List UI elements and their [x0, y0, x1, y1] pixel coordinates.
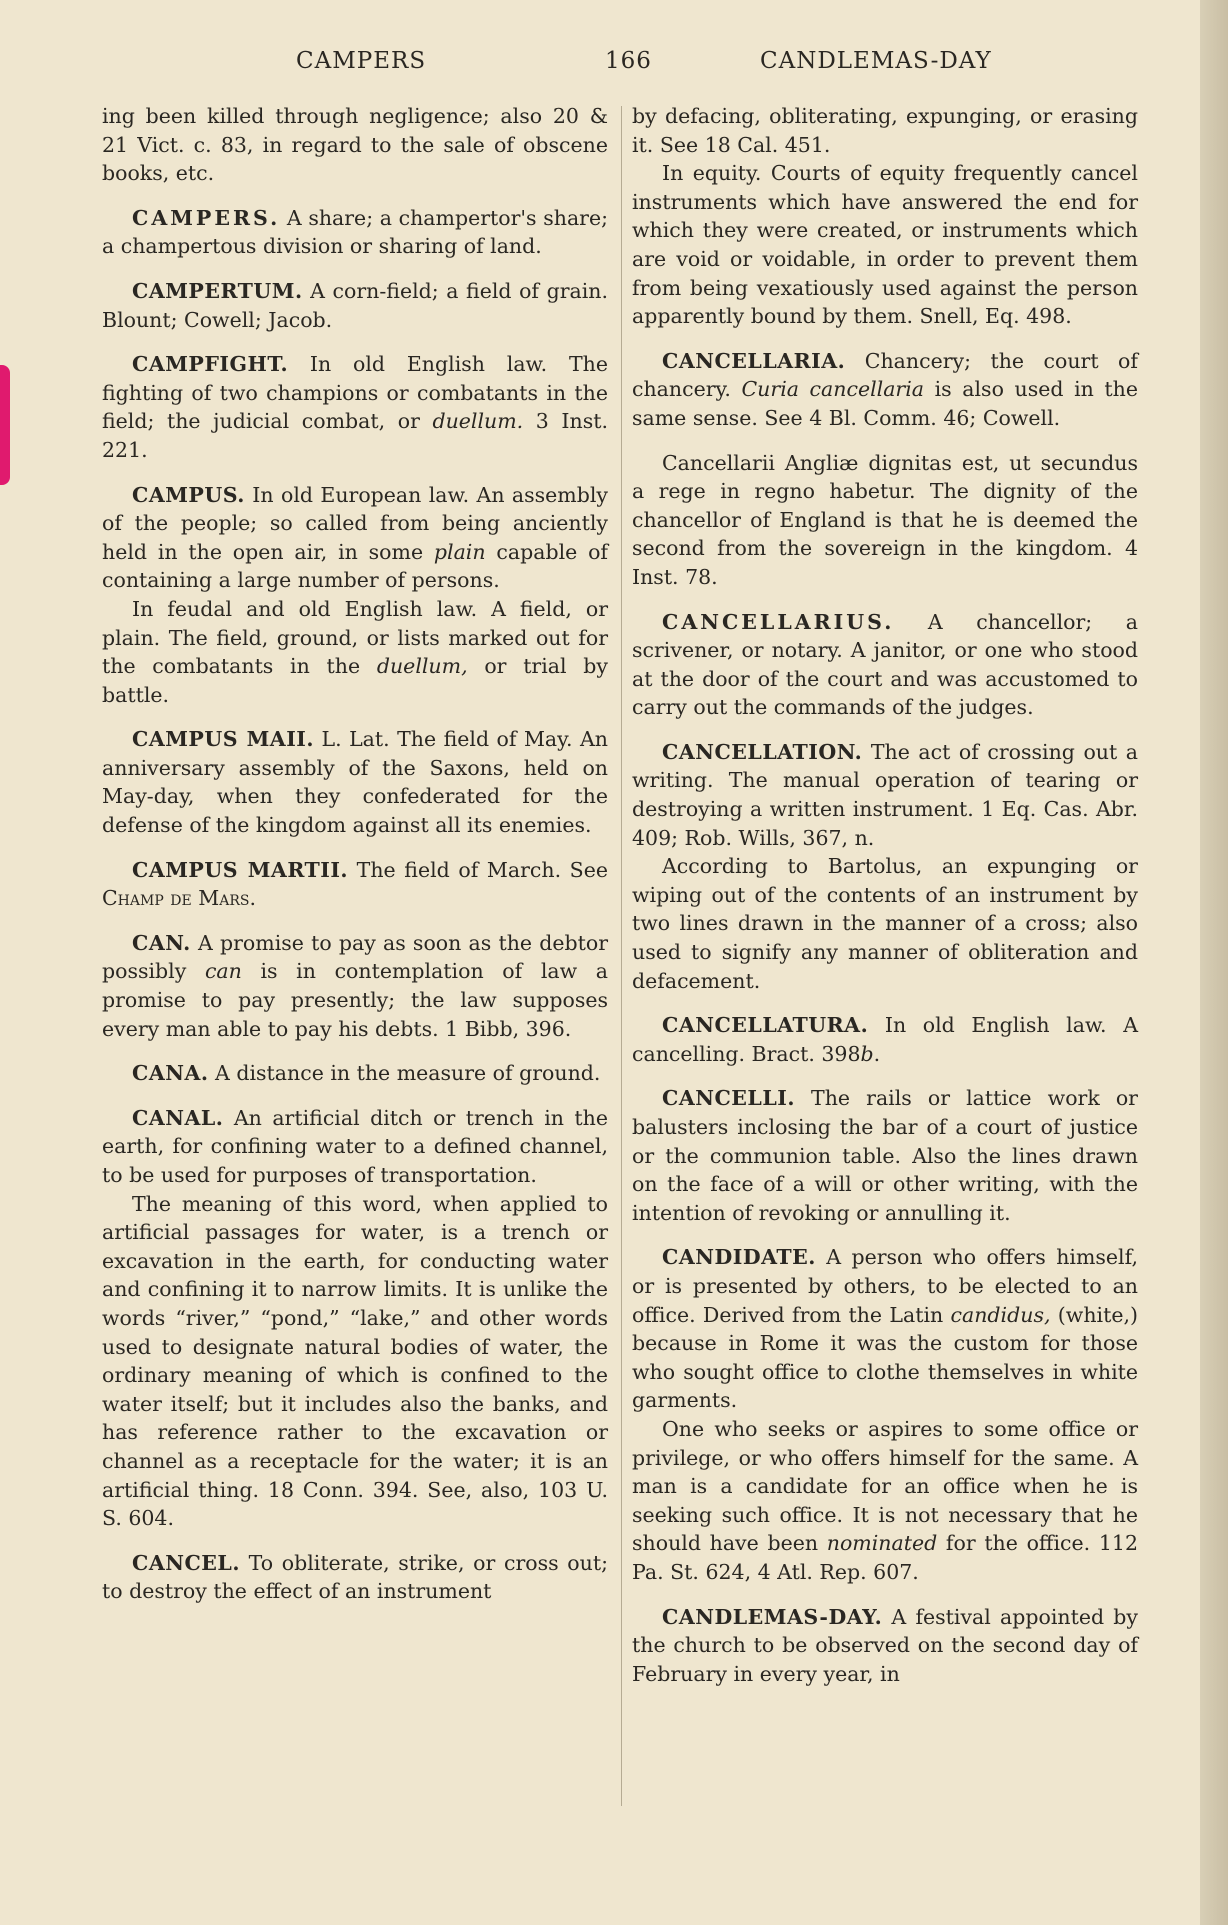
definition: A share; a champertor's share; a champertous division or sharing of land. [102, 205, 608, 259]
definition: A chancellor; a scrivener, or notary. A janitor, or one who stood at the door of the court and was accustomed to carry out the commands of the judges. [632, 609, 1138, 720]
headword: CAMPUS MAII. [132, 727, 315, 752]
right-column [632, 102, 1138, 1688]
entry-cancel [102, 1549, 608, 1606]
definition: A festival appointed by the church to be observed on the second day of February in every year, in [632, 1604, 1138, 1686]
entry-campus-para2: In feudal and old English law. A field, or plain. The field, ground, or lists marked out for the combatants in the duellum, or trial by battle. [102, 596, 608, 707]
headword: CANDLEMAS-DAY. [662, 1604, 883, 1629]
definition: In old English law. A cancelling. Bract. 398 [632, 1013, 1138, 1066]
headword: CANCELLARIA. [662, 348, 846, 373]
headword: CAMPUS. [132, 482, 245, 507]
definition: A corn-field; a field of grain. Blount; Cowell; Jacob. [102, 278, 608, 332]
continuation-text: ing been killed through negligence; also 20 & 21 Vict. c. 83, in regard to the sale of obscene books, etc. [102, 104, 608, 186]
definition: In old English law. The fighting of two champions or combatants in the field; the judicial combat, or [102, 352, 608, 434]
entry-cancellaria [632, 347, 1138, 433]
definition: In old European law. An assembly of the people; so called from being anciently held in the open air, in some [102, 482, 608, 564]
definition: A person who offers himself, or is presented by others, to be elected to an office. Derived from the Latin [632, 1245, 1138, 1327]
definition: The rails or lattice work or balusters inclosing the bar of a court of justice or the communion table. Also the lines drawn on the face of a will or other writing, with the intention of revoking or annulling it. [632, 1086, 1138, 1225]
definition: Chancery; the court of chancery. [632, 348, 1138, 402]
italic-term: duellum, [376, 654, 468, 679]
definition: is also used in the same sense. See 4 Bl. Comm. 46; Cowell. [632, 377, 1138, 430]
entry-campus-maii [102, 725, 608, 839]
entry-candlemas-day [632, 1603, 1138, 1689]
entry-cancelli [632, 1084, 1138, 1227]
entry-maxim: Cancellarii Angliæ dignitas est, ut secundus a rege in regno habetur. The dignity of the chancellor of England is that he is deemed the second from the sovereign in the kingdom. 4 Inst. 78. [632, 450, 1138, 589]
left-column [102, 102, 608, 1606]
running-header [100, 44, 1130, 84]
italic-term: duellum. [432, 409, 524, 434]
italic-term: plain [433, 539, 486, 564]
definition: A distance in the measure of ground. [208, 1061, 601, 1086]
entry-campers [102, 204, 608, 261]
entry-cancellatura: CANCELLATURA. In old English law. A cancelling. Bract. 398b. [632, 1013, 1138, 1066]
header-left-guideword: CAMPERS [296, 48, 427, 74]
citation: 3 Inst. 221. [102, 409, 608, 462]
page-number: 166 [605, 48, 652, 74]
headword: CANCEL. [132, 1550, 240, 1575]
entry-canal [102, 1104, 608, 1190]
entry-can [102, 929, 608, 1043]
column-divider [621, 106, 622, 1806]
headword: CAMPERTUM. [132, 278, 303, 303]
entry-cancellation [632, 738, 1138, 852]
entry-cancellarius [632, 608, 1138, 722]
headword: CAMPFIGHT. [132, 352, 289, 377]
entry-campus [102, 481, 608, 595]
italic-term: candidus, [950, 1302, 1051, 1327]
entry-campus-martii [102, 856, 608, 913]
headword: CANCELLI. [662, 1086, 795, 1111]
definition: A promise to pay as soon as the debtor possibly [102, 930, 608, 984]
italic-term: b [860, 1041, 874, 1066]
entry-cancellation-para2: According to Bartolus, an expunging or wiping out of the contents of an instrument by two lines drawn in the manner of a cross; also used to signify any manner of obliteration and defacement. [632, 854, 1138, 993]
definition: L. Lat. The field of May. An anniversary assembly of the Saxons, held on May-day, when they confederated for the defense of the kingdom against all its enemies. [102, 727, 608, 838]
page-edge [1200, 0, 1228, 1925]
definition: capable of containing a large number of persons. [102, 539, 608, 593]
headword: CANDIDATE. [662, 1245, 816, 1270]
headword: CANA. [132, 1061, 209, 1086]
entry-candidate [632, 1243, 1138, 1415]
definition: (white,) because in Rome it was the custom for those who sought office to clothe themselves in white garments. [632, 1302, 1138, 1413]
italic-term: Curia cancellaria [741, 377, 924, 402]
entry-campfight [102, 350, 608, 464]
definition: The field of March. See [348, 857, 608, 882]
definition: is in contemplation of law a promise to pay presently; the law supposes every man able to pay his debts. 1 Bibb, 396. [102, 959, 608, 1041]
definition: The act of crossing out a writing. The manual operation of tearing or destroying a written instrument. 1 Eq. Cas. Abr. 409; Rob. Wills, 367, n. [632, 739, 1138, 850]
headword: CANCELLARIUS. [662, 609, 895, 634]
entry-candidate-para2: One who seeks or aspires to some office or privilege, or who offers himself for the same. A man is a candidate for an office when he is seeking such office. It is not necessary that he should have been nominated for the office. 112 Pa. St. 624, 4 Atl. Rep. 607. [632, 1416, 1138, 1584]
entry-cana [102, 1059, 608, 1088]
headword: CANCELLATION. [662, 739, 863, 764]
headword: CAMPUS MARTII. [132, 857, 349, 882]
italic-term: can [204, 959, 242, 984]
headword: CANAL. [132, 1105, 224, 1130]
italic-term: nominated [826, 1531, 938, 1556]
definition: An artificial ditch or trench in the earth, for confining water to a defined channel, to be used for purposes of transportation. [102, 1105, 608, 1187]
entry-campertum [102, 277, 608, 334]
continuation-text: by defacing, obliterating, expunging, or erasing it. See 18 Cal. 451. [632, 104, 1138, 157]
header-right-guideword: CANDLEMAS-DAY [760, 48, 992, 74]
headword: CAMPERS. [132, 205, 281, 230]
cross-reference: Champ de Mars. [102, 886, 256, 911]
entry-canal-para2: The meaning of this word, when applied to artificial passages for water, is a trench or excavation in the earth, for conducting water and confining it to narrow limits. It is unlike the words “river,” “pond,” “lake,” and other words used to designate natural bodies of water, the ordinary meaning of which is confined to the water itself; but it includes also the banks, and has reference rather to the excavation or channel as a receptacle for the water; it is an artificial thing. 18 Conn. 394. See, also, 103 U. S. 604. [102, 1191, 608, 1531]
headword: CAN. [132, 930, 191, 955]
pink-tab-marker [0, 365, 10, 485]
entry-cancel-equity-para: In equity. Courts of equity frequently cancel instruments which have answered the end for which they were created, or instruments which are void or voidable, in order to prevent them from being vexatiously used against the person apparently bound by them. Snell, Eq. 498. [632, 161, 1138, 329]
headword: CANCELLATURA. [662, 1013, 869, 1038]
definition: To obliterate, strike, or cross out; to destroy the effect of an instrument [102, 1550, 608, 1604]
